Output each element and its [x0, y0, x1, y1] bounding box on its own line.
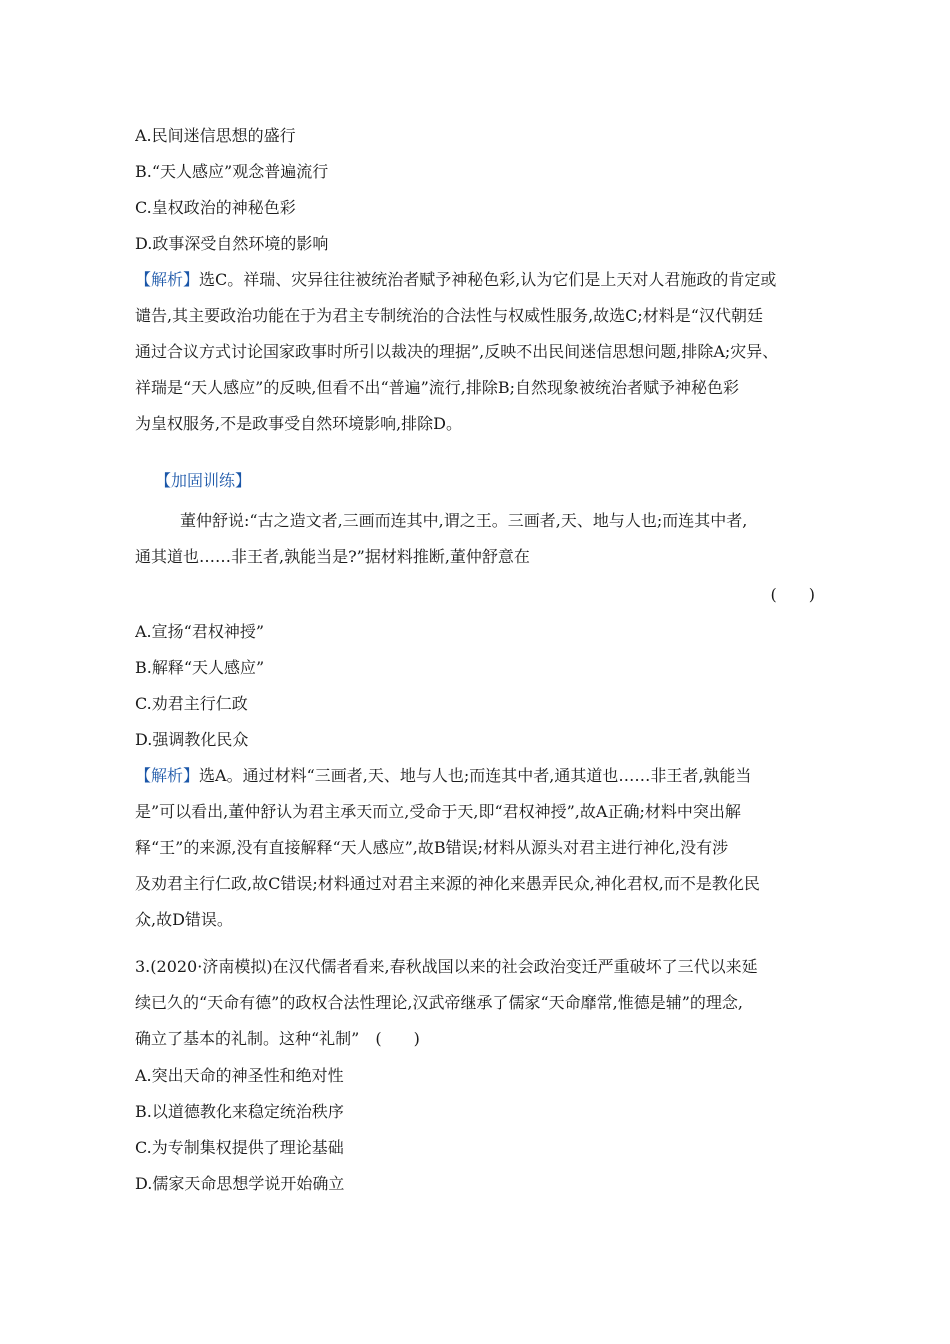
- q1-option-b: B.“天人感应”观念普遍流行: [135, 162, 329, 181]
- reinforce-analysis-line-3: 释“王”的来源,没有直接解释“天人感应”,故B错误;材料从源头对君主进行神化,没有涉: [135, 838, 729, 857]
- reinforce-stem-line-2: 通其道也……非王者,孰能当是?”据材料推断,董仲舒意在: [135, 547, 530, 566]
- reinforce-analysis-line-4: 及劝君主行仁政,故C错误;材料通过对君主来源的神化来愚弄民众,神化君权,而不是教化民: [135, 874, 760, 893]
- reinforce-stem-line-1: 董仲舒说:“古之造文者,三画而连其中,谓之王。三画者,天、地与人也;而连其中者,: [180, 511, 748, 530]
- q1-option-a: A.民间迷信思想的盛行: [135, 126, 296, 145]
- q3-stem-line-3: 确立了基本的礼制。这种“礼制” ( ): [135, 1029, 420, 1048]
- reinforce-option-a: A.宣扬“君权神授”: [135, 622, 265, 641]
- q3-option-b: B.以道德教化来稳定统治秩序: [135, 1102, 344, 1121]
- analysis-tag: 【解析】: [135, 766, 200, 785]
- analysis-tag: 【解析】: [135, 270, 200, 289]
- q3-option-d: D.儒家天命思想学说开始确立: [135, 1174, 345, 1193]
- q3-stem-line-2: 续已久的“天命有德”的政权合法性理论,汉武帝继承了儒家“天命靡常,惟德是辅”的理念,: [135, 993, 743, 1012]
- reinforce-analysis-line-5: 众,故D错误。: [135, 910, 233, 929]
- reinforce-analysis-line-1: 【解析】选A。通过材料“三画者,天、地与人也;而连其中者,通其道也……非王者,孰能当: [135, 766, 752, 785]
- q3-option-a: A.突出天命的神圣性和绝对性: [135, 1066, 344, 1085]
- reinforce-option-c: C.劝君主行仁政: [135, 694, 248, 713]
- q3-option-c: C.为专制集权提供了理论基础: [135, 1138, 344, 1157]
- q1-analysis-line-2: 谴告,其主要政治功能在于为君主专制统治的合法性与权威性服务,故选C;材料是“汉代朝廷: [135, 306, 763, 325]
- reinforce-option-b: B.解释“天人感应”: [135, 658, 265, 677]
- q1-analysis-line-4: 祥瑞是“天人感应”的反映,但看不出“普遍”流行,排除B;自然现象被统治者赋予神秘色彩: [135, 378, 740, 397]
- q1-option-c: C.皇权政治的神秘色彩: [135, 198, 296, 217]
- reinforce-analysis-line-2: 是”可以看出,董仲舒认为君主承天而立,受命于天,即“君权神授”,故A正确;材料中突出解: [135, 802, 741, 821]
- q1-option-d: D.政事深受自然环境的影响: [135, 234, 329, 253]
- q1-analysis-line-1: 【解析】选C。祥瑞、灾异往往被统治者赋予神秘色彩,认为它们是上天对人君施政的肯定或: [135, 270, 777, 289]
- q1-analysis-line-3: 通过合议方式讨论国家政事时所引以裁决的理据”,反映不出民间迷信思想问题,排除A;灾异、: [135, 342, 779, 361]
- answer-blank: ( ): [770, 585, 815, 604]
- q1-analysis-line-5: 为皇权服务,不是政事受自然环境影响,排除D。: [135, 414, 463, 433]
- reinforce-label: 【加固训练】: [155, 471, 252, 490]
- q3-stem-line-1: 3.(2020·济南模拟)在汉代儒者看来,春秋战国以来的社会政治变迁严重破坏了三代以来延: [135, 957, 758, 976]
- reinforce-option-d: D.强调教化民众: [135, 730, 249, 749]
